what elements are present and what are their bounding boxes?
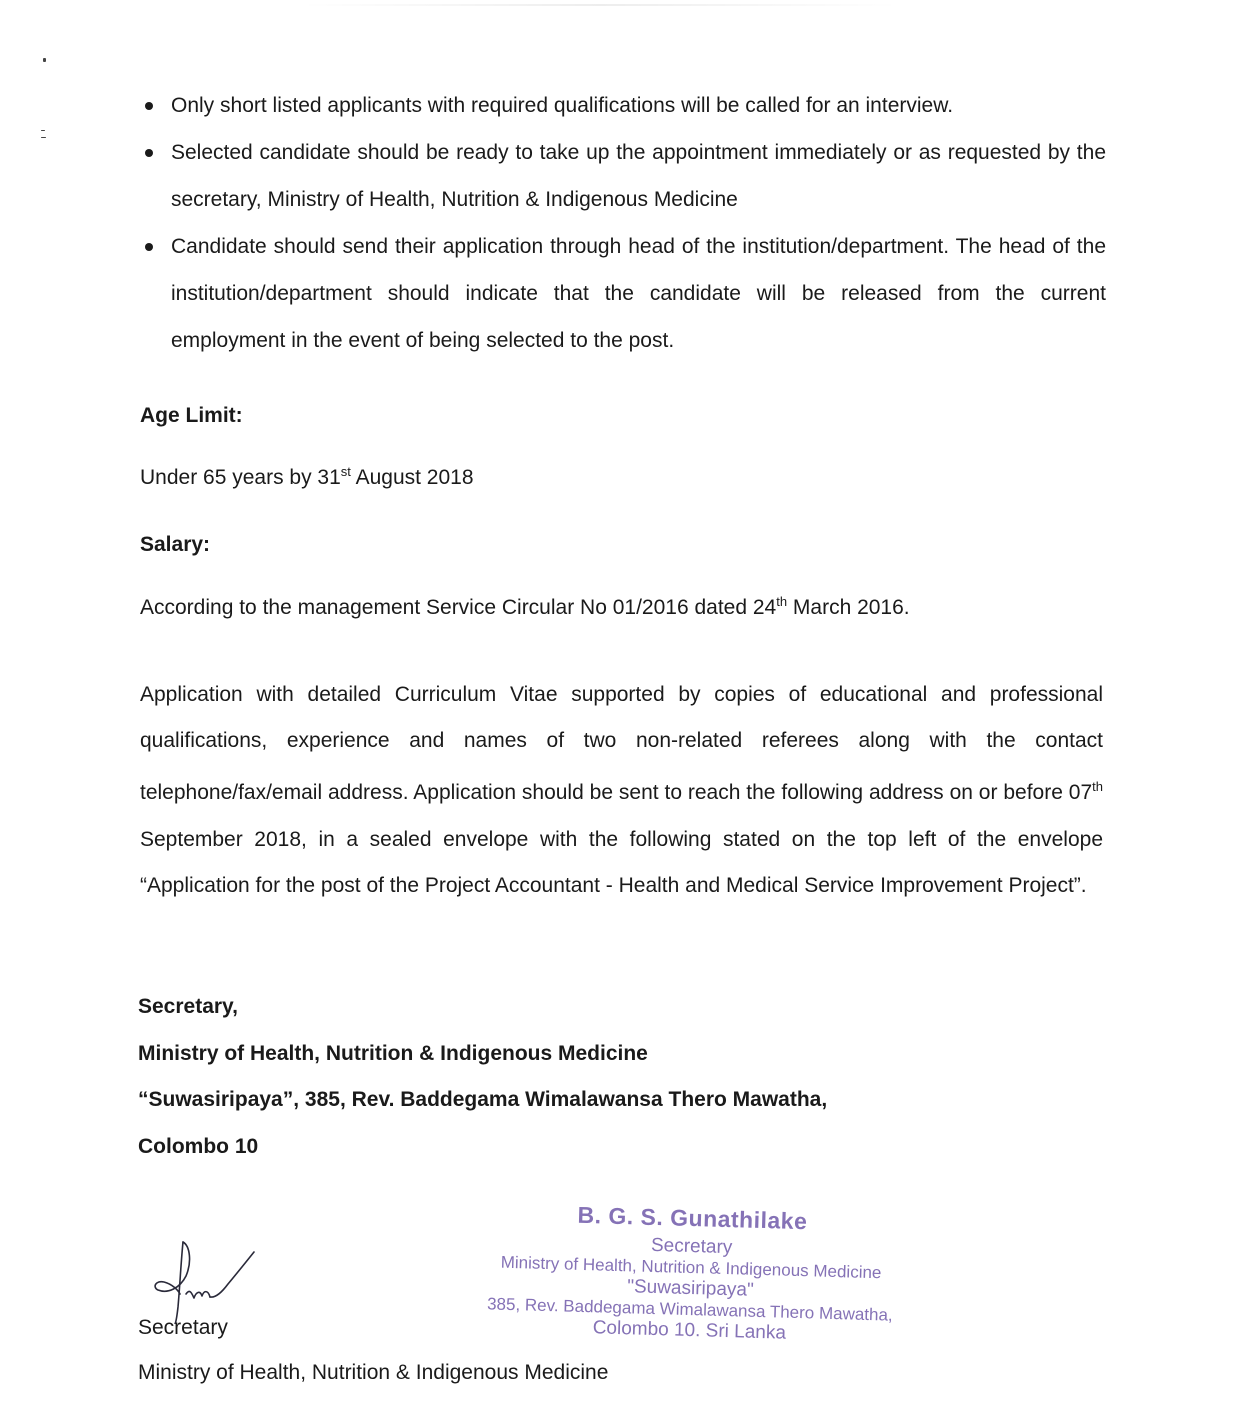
scan-artifact (300, 4, 900, 6)
stamp-title: Secretary (650, 1234, 733, 1259)
list-item-text: Only short listed applicants with required qualifications will be called for an interview. (171, 94, 954, 117)
list-item (140, 129, 1106, 223)
list-item-text: Selected candidate should be ready to take up the appointment immediately or as requested by the secretary, Ministry of Health, Nutrition & Indigenous Medicine (171, 141, 1106, 211)
address-line: Colombo 10 (138, 1134, 259, 1158)
list-item (140, 223, 1106, 364)
bullet-icon (145, 243, 153, 251)
scan-speck (41, 137, 46, 138)
stamp-street: 385, Rev. Baddegama Wimalawansa Thero Mawatha, (486, 1294, 893, 1325)
stamp-building: "Suwasiripaya" (626, 1276, 755, 1301)
bullet-icon (145, 149, 153, 157)
ordinal-suffix: st (340, 464, 351, 479)
address-line: “Suwasiripaya”, 385, Rev. Baddegama Wimalawansa Thero Mawatha, (138, 1088, 828, 1111)
signatory-ministry: Ministry of Health, Nutrition & Indigenous Medicine (138, 1361, 609, 1384)
age-limit-value: Under 65 years by 31 (140, 466, 341, 489)
stamp-name: B. G. S. Gunathilake (577, 1201, 808, 1235)
signatory-title: Secretary (138, 1316, 228, 1339)
ordinal-suffix: th (776, 594, 788, 609)
bullet-icon (145, 102, 153, 110)
list-item-text: Candidate should send their application through head of the institution/department. The head of the institution/department should indicate that the candidate will be released from the current employment in the event of being selected to the post. (171, 235, 1106, 352)
scan-speck (43, 58, 46, 62)
stamp-city: Colombo 10. Sri Lanka (592, 1317, 787, 1344)
list-item (140, 82, 1106, 129)
requirements-list (140, 82, 1106, 364)
address-line: Ministry of Health, Nutrition & Indigenous Medicine (138, 1041, 648, 1065)
official-stamp (474, 1194, 908, 1347)
salary-text (140, 588, 1103, 622)
salary-value: According to the management Service Circular No 01/2016 dated 24 (140, 596, 777, 619)
stamp-ministry: Ministry of Health, Nutrition & Indigenous Medicine (500, 1252, 882, 1283)
application-text-end: September 2018, in a sealed envelope with the following stated on the top left of the envelope “Application for the post of the Project Accountant - Health and Medical Service Improvement Project”. (140, 827, 1103, 897)
application-paragraph (140, 672, 1103, 909)
salary-value-end: March 2016. (787, 596, 910, 619)
age-limit-text (140, 458, 1103, 492)
application-text: Application with detailed Curriculum Vitae supported by copies of educational and professional qualifications, experience and names of two non-related referees along with the contact telephone/fax/email address. Application should be sent to reach the following address on or before 07 (140, 683, 1103, 805)
salary-heading: Salary: (140, 533, 211, 556)
address-line: Secretary, (138, 995, 239, 1018)
scan-speck (41, 130, 45, 131)
age-limit-value-end: August 2018 (350, 466, 474, 489)
age-limit-heading: Age Limit: (140, 404, 243, 427)
mailing-address (138, 984, 827, 1170)
handwritten-signature (150, 1232, 265, 1324)
ordinal-suffix: th (1092, 779, 1103, 795)
